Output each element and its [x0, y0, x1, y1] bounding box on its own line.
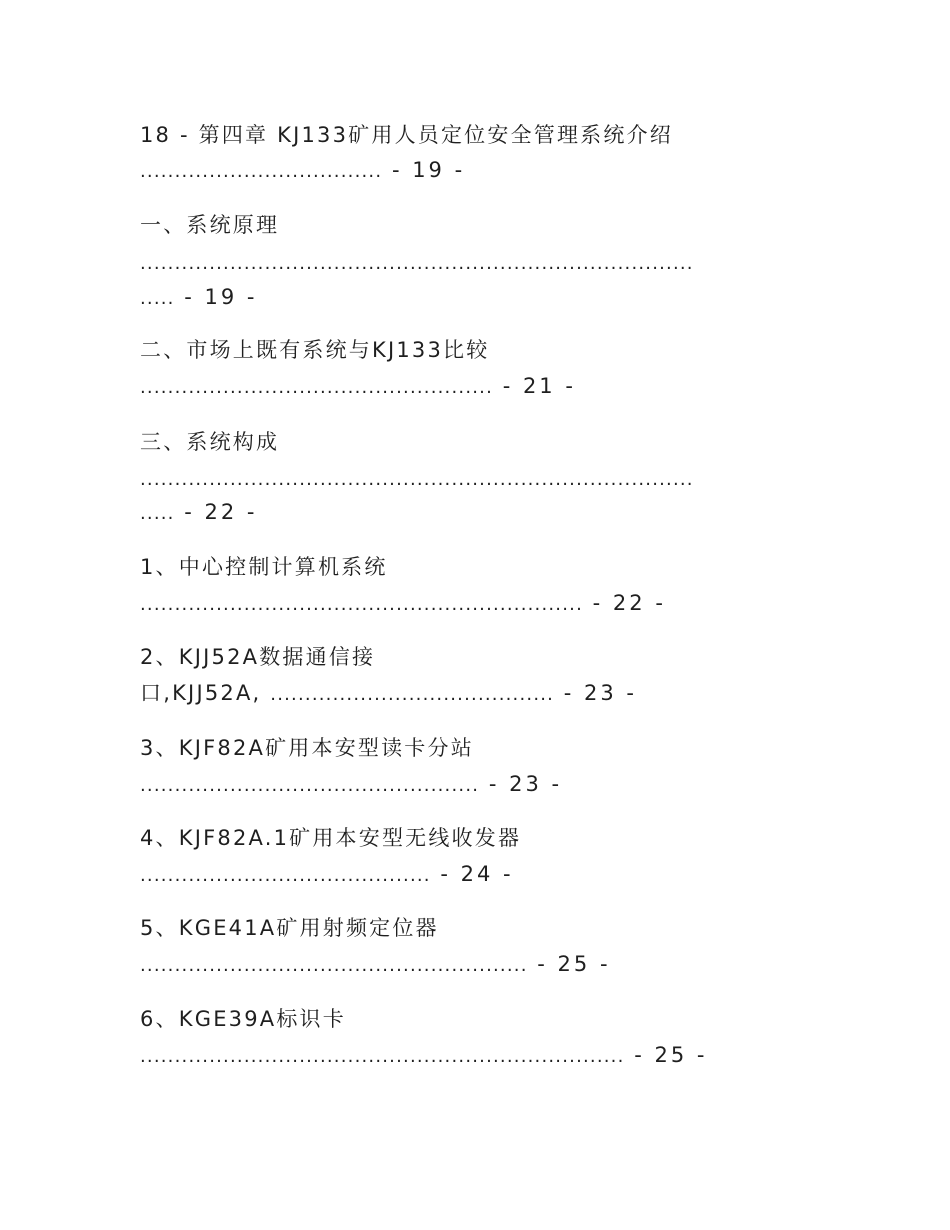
toc-entry-title: [140, 120, 820, 150]
toc-leader-dots: .................................................: [140, 775, 480, 796]
toc-leader-dots: ...................................: [140, 161, 383, 182]
toc-page-number: - 19 -: [382, 158, 466, 182]
toc-title-text: 2、KJJ52A数据通信接: [140, 645, 376, 669]
toc-leader-dots: .........................................: [270, 684, 555, 705]
toc-entry-leader: [140, 463, 820, 495]
toc-title-text: 6、KGE39A标识卡: [140, 1007, 346, 1031]
toc-entry-title: [140, 1004, 820, 1034]
toc-page-number: - 25 -: [527, 952, 611, 976]
toc-page-number: - 23 -: [479, 772, 563, 796]
toc-leader-dots: ................................................................................: [140, 469, 694, 490]
toc-entry-leader: [140, 678, 820, 710]
toc-entry-leader: [140, 588, 820, 620]
toc-entry-leader: [140, 859, 820, 891]
toc-entry-leader: [140, 247, 820, 279]
toc-page-number: - 25 -: [624, 1043, 708, 1067]
toc-leader-dots: ................................................................: [140, 594, 583, 615]
toc-entry-leader: [140, 282, 820, 314]
toc-title-text: 三、系统构成: [140, 430, 280, 454]
toc-entry-title: [140, 335, 820, 365]
toc-leader-dots: ......................................................................: [140, 1046, 625, 1067]
toc-entry-title: [140, 427, 820, 457]
toc-entry-title: [140, 642, 820, 672]
toc-title-text: 口,KJJ52A,: [140, 681, 262, 705]
toc-title-text: 一、系统原理: [140, 213, 280, 237]
toc-leader-dots: ..........................................: [140, 865, 431, 886]
toc-title-text: 1、中心控制计算机系统: [140, 555, 388, 579]
toc-page-number: - 22 -: [583, 591, 666, 615]
toc-entry-leader: [140, 155, 820, 187]
toc-leader-dots: ........................................................: [140, 955, 528, 976]
toc-title-text: 3、KJF82A矿用本安型读卡分站: [140, 736, 474, 760]
toc-entry-title: [140, 823, 820, 853]
toc-leader-dots: ...................................................: [140, 377, 494, 398]
toc-page-number: - 21 -: [493, 374, 576, 398]
toc-title-text: 二、市场上既有系统与KJ133比较: [140, 338, 490, 362]
toc-entry-title: [140, 733, 820, 763]
toc-entry-title: [140, 552, 820, 582]
toc-entry-title: [140, 913, 820, 943]
toc-entry-leader: [140, 1040, 820, 1072]
toc-page-number: - 22 -: [174, 500, 258, 524]
toc-leader-dots: .....: [140, 503, 175, 524]
toc-entry-title: [140, 210, 820, 240]
toc-title-text: 18 - 第四章 KJ133矿用人员定位安全管理系统介绍: [140, 123, 673, 147]
toc-page-number: - 23 -: [554, 681, 637, 705]
toc-title-text: 5、KGE41A矿用射频定位器: [140, 916, 439, 940]
toc-entry-leader: [140, 769, 820, 801]
toc-entry-leader: [140, 371, 820, 403]
toc-entry-leader: [140, 497, 820, 529]
toc-entry-leader: [140, 949, 820, 981]
toc-title-text: 4、KJF82A.1矿用本安型无线收发器: [140, 826, 522, 850]
toc-leader-dots: .....: [140, 288, 175, 309]
toc-leader-dots: ................................................................................: [140, 253, 694, 274]
toc-page-number: - 24 -: [430, 862, 514, 886]
toc-page-number: - 19 -: [174, 285, 258, 309]
